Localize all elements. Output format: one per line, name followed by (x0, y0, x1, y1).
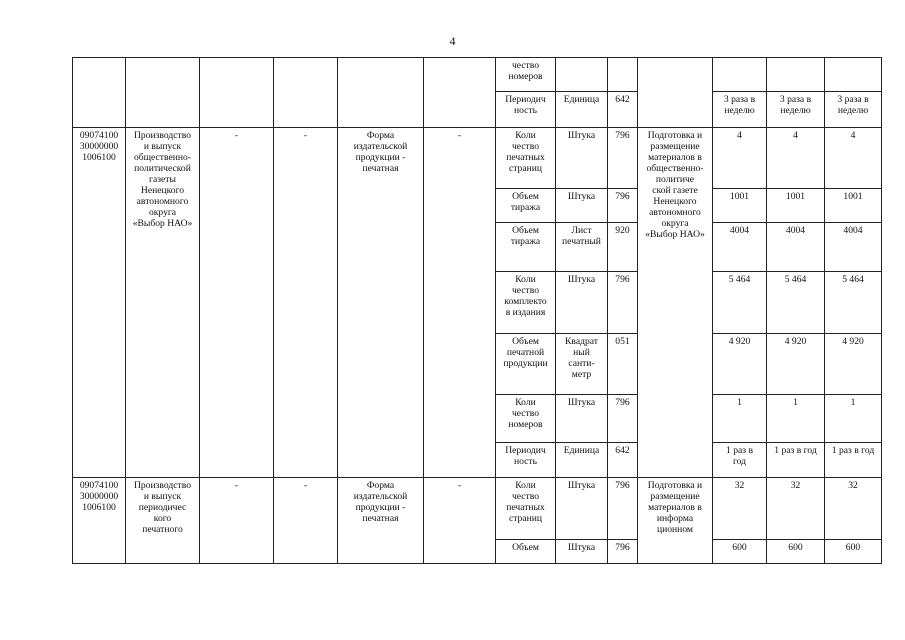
content-cell: Подготовка и размещение материалов в информа ционном (638, 478, 713, 564)
unit-cell: Штука (556, 395, 608, 443)
value-year3-cell: 3 раза в неделю (825, 92, 882, 128)
registry-number-cell: 09074100 30000000 1006100 (73, 128, 126, 478)
value-year1-cell: 1 (713, 395, 767, 443)
dash-cell: - (274, 128, 338, 478)
value-year2-cell (767, 58, 825, 92)
value-year3-cell: 1 раз в год (825, 443, 882, 478)
value-year3-cell: 32 (825, 478, 882, 540)
okei-code-cell: 642 (608, 443, 638, 478)
form-cell: Форма издательской продукции - печатная (338, 128, 424, 478)
value-year1-cell: 4 (713, 128, 767, 189)
indicator-cell: Коли чество комплекто в издания (496, 272, 556, 334)
table-row (73, 128, 882, 189)
indicator-cell: Периодич ность (496, 443, 556, 478)
value-year2-cell: 5 464 (767, 272, 825, 334)
form-cell: Форма издательской продукции - печатная (338, 478, 424, 564)
value-year3-cell: 1001 (825, 189, 882, 223)
value-year2-cell: 600 (767, 540, 825, 564)
empty-cell (200, 58, 274, 128)
value-year1-cell: 5 464 (713, 272, 767, 334)
value-year3-cell: 4 920 (825, 334, 882, 395)
dash-cell: - (424, 478, 496, 564)
indicator-cell: Объем печатной продукции (496, 334, 556, 395)
table-row (73, 58, 882, 92)
unit-cell (556, 58, 608, 92)
value-year2-cell: 1001 (767, 189, 825, 223)
okei-code-cell: 796 (608, 272, 638, 334)
indicator-cell: Объем (496, 540, 556, 564)
value-year1-cell: 4004 (713, 223, 767, 272)
indicator-cell: Объем тиража (496, 189, 556, 223)
okei-code-cell: 796 (608, 128, 638, 189)
value-year1-cell: 4 920 (713, 334, 767, 395)
dash-cell: - (424, 128, 496, 478)
empty-cell (424, 58, 496, 128)
okei-code-cell: 051 (608, 334, 638, 395)
indicator-cell: Коли чество печатных страниц (496, 128, 556, 189)
okei-code-cell: 796 (608, 189, 638, 223)
value-year2-cell: 1 раз в год (767, 443, 825, 478)
unit-cell: Лист печатный (556, 223, 608, 272)
okei-code-cell: 796 (608, 478, 638, 540)
unit-cell: Штука (556, 478, 608, 540)
value-year1-cell: 1001 (713, 189, 767, 223)
value-year3-cell (825, 58, 882, 92)
indicator-cell: Периодич ность (496, 92, 556, 128)
registry-number-cell: 09074100 30000000 1006100 (73, 478, 126, 564)
service-name-cell: Производство и выпуск периодичес кого печатного (126, 478, 200, 564)
value-year2-cell: 4 920 (767, 334, 825, 395)
unit-cell: Единица (556, 92, 608, 128)
value-year1-cell: 3 раза в неделю (713, 92, 767, 128)
dash-cell: - (200, 478, 274, 564)
unit-cell: Единица (556, 443, 608, 478)
unit-cell: Штука (556, 128, 608, 189)
okei-code-cell: 920 (608, 223, 638, 272)
service-cell (126, 58, 200, 128)
indicator-cell: Коли чество печатных страниц (496, 478, 556, 540)
content-cell (638, 58, 713, 128)
okei-code-cell (608, 58, 638, 92)
page-number: 4 (449, 34, 456, 48)
indicator-cell: Объем тиража (496, 223, 556, 272)
form-cell (338, 58, 424, 128)
value-year3-cell: 600 (825, 540, 882, 564)
indicator-cell: Коли чество номеров (496, 395, 556, 443)
value-year1-cell: 600 (713, 540, 767, 564)
value-year3-cell: 5 464 (825, 272, 882, 334)
unit-cell: Штука (556, 189, 608, 223)
value-year2-cell: 4004 (767, 223, 825, 272)
value-year2-cell: 1 (767, 395, 825, 443)
empty-cell (274, 58, 338, 128)
content-cell: Подготовка и размещение материалов в общественно- политиче ской газете Ненецкого автономного округа «Выбор НАО» (638, 128, 713, 478)
value-year1-cell: 1 раз в год (713, 443, 767, 478)
unit-cell: Штука (556, 540, 608, 564)
dash-cell: - (274, 478, 338, 564)
value-year1-cell (713, 58, 767, 92)
value-year2-cell: 32 (767, 478, 825, 540)
value-year1-cell: 32 (713, 478, 767, 540)
service-name-cell: Производство и выпуск общественно- политической газеты Ненецкого автономного округа «Выбор НАО» (126, 128, 200, 478)
services-table (72, 57, 882, 564)
unit-cell: Штука (556, 272, 608, 334)
value-year2-cell: 3 раза в неделю (767, 92, 825, 128)
value-year3-cell: 4004 (825, 223, 882, 272)
registry-cell (73, 58, 126, 128)
okei-code-cell: 796 (608, 395, 638, 443)
value-year2-cell: 4 (767, 128, 825, 189)
okei-code-cell: 796 (608, 540, 638, 564)
value-year3-cell: 1 (825, 395, 882, 443)
table-row (73, 478, 882, 540)
unit-cell: Квадрат ный санти- метр (556, 334, 608, 395)
indicator-cell: чество номеров (496, 58, 556, 92)
value-year3-cell: 4 (825, 128, 882, 189)
okei-code-cell: 642 (608, 92, 638, 128)
dash-cell: - (200, 128, 274, 478)
